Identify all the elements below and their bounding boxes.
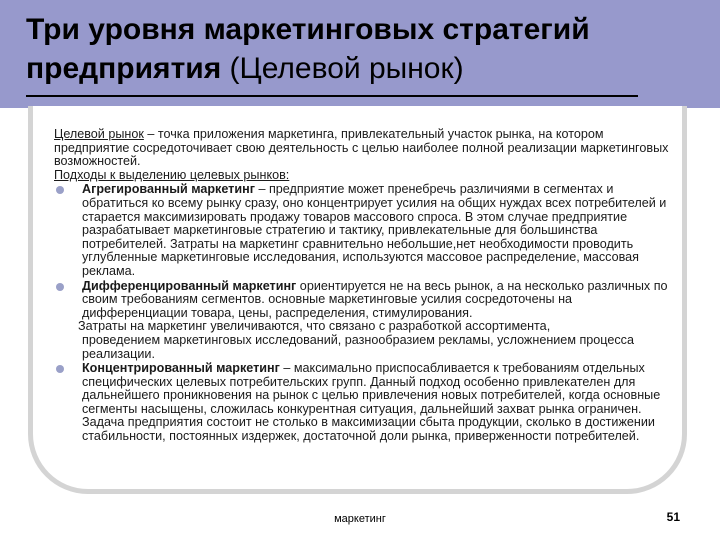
- list-item: [54, 362, 674, 444]
- intro-text: – точка приложения маркетинга, привлекательный участок рынка, на котором предприятие сосредоточивает свою деятельность с целью наиболее полной реализации маркетинговых возможностей.: [54, 127, 669, 169]
- bullet-icon: [56, 365, 64, 373]
- extra-paragraph-rest: проведением маркетинговых исследований, разнообразием рекламы, усложнением процесса реализации.: [82, 332, 634, 361]
- item-text: – предприятие может пренебречь различиями в сегментах и обратиться ко всему рынку сразу, оно концентрирует усилия на общих нуждах всех потребителей и старается максимизировать продажу товаров массового спроса. В этом случае предприятие разрабатывает маркетинговые стратегию и тактику, привлекательные для большинства потребителей. Затраты на маркетинг сравнительно небольшие,нет необходимости проводить углубленные маркетинговые исследования, используются массовое распределение, массовая реклама.: [82, 182, 667, 278]
- slide-title-main: Три уровня маркетинговых стратегий предприятия: [26, 13, 590, 85]
- item-text: ориентируется не на весь рынок, а на несколько различных по своим требованиям сегментов. основные маркетинговые усилия сосредоточены на дифференциации товара, цены, распределения, стимулирования.: [82, 278, 668, 320]
- intro-term: Целевой рынок: [54, 127, 144, 141]
- approaches-label: Подходы к выделению целевых рынков:: [54, 167, 290, 182]
- title-underline: [26, 95, 638, 97]
- footer-label: маркетинг: [334, 513, 386, 525]
- list-item: [54, 183, 674, 278]
- slide-title: [26, 10, 666, 88]
- intro-paragraph: [54, 128, 674, 169]
- bullet-icon: [56, 186, 64, 194]
- list-item: [54, 280, 674, 321]
- bullet-icon: [56, 283, 64, 291]
- slide-title-sub: (Целевой рынок): [221, 52, 464, 85]
- item-term: Дифференцированный маркетинг: [82, 278, 297, 293]
- item-term: Агрегированный маркетинг: [82, 182, 255, 197]
- slide-body: [54, 128, 674, 444]
- item-text: – максимально приспосабливается к требованиям отдельных специфических целевых потребительских групп. Данный подход особенно привлекателен для дальнейшего проникновения на рынок с целью привлечения новых потребителей, когда основные сегменты насыщены, сложилась конкурентная ситуация, дальнейший захват рынка ограничен. Задача предприятия состоит не столько в максимизации сбыта продукции, сколько в достижении стабильности, постоянных издержек, достаточной доли рынка, приверженности потребителей.: [82, 361, 661, 444]
- page-number: 51: [666, 510, 680, 524]
- item-term: Концентрированный маркетинг: [82, 361, 280, 376]
- extra-paragraph-first: Затраты на маркетинг увеличиваются, что связано с разработкой ассортимента,: [78, 319, 551, 334]
